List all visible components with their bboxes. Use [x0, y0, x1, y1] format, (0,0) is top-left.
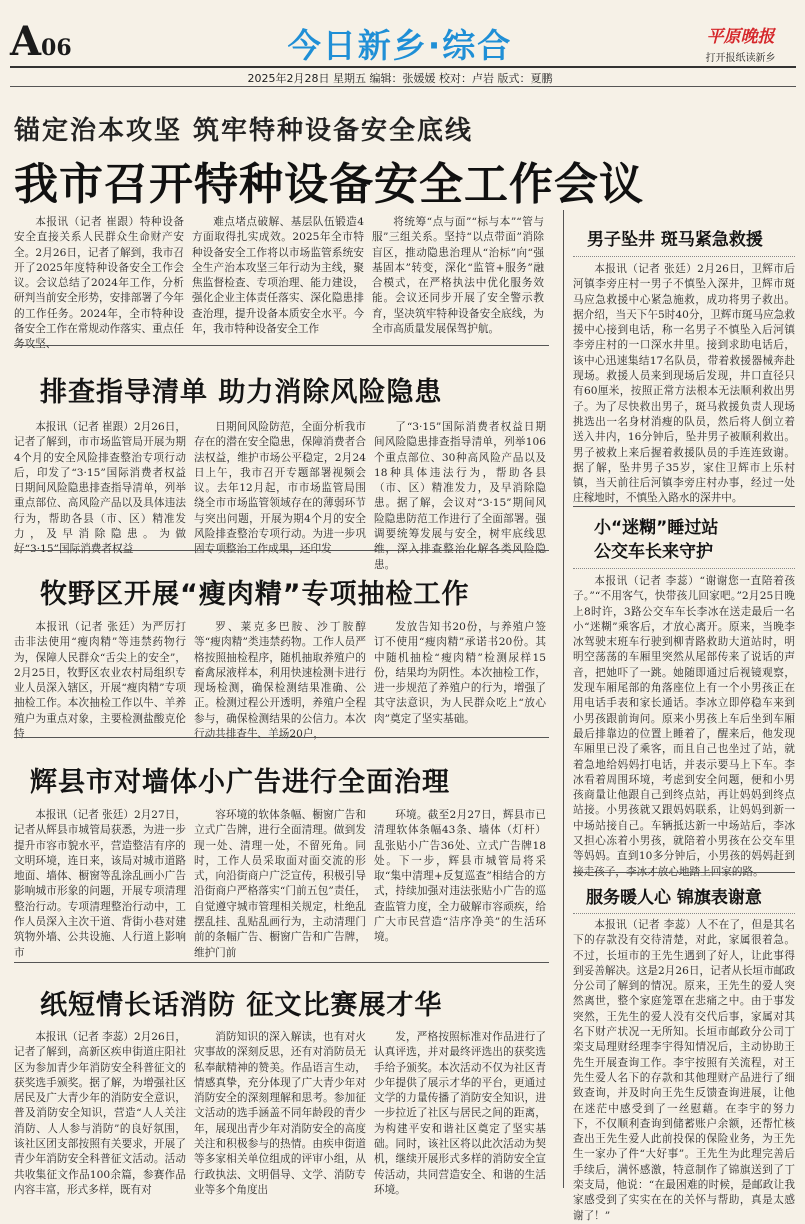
story2-paragraph-2: 日期间风险防范，全面分析我市存在的潜在安全隐患，保障消费者合法权益，维护市场公平稳定，2月24日上午，我市召开专题部署视频会议。去年12月起，市市场监管局围绕全市市场监管领域存在的薄弱环节与突出问题，开展为期4个月的安全风险排查整治专项行动。为进一步巩固专项整治工作成果，还印发 [194, 421, 366, 556]
lead-kicker: 锚定治本攻坚 筑牢特种设备安全底线 [14, 116, 474, 146]
story3-paragraph-2: 罗、莱克多巴胺、沙丁胺醇等“瘦肉精”类违禁药物。工作人员严格按照抽检程序，随机抽取养殖户的畜禽尿液样本，利用快速检测卡进行现场检测，确保检测结果准确、公正。检测过程公开透明，养殖户全程参与，确保检测结果的公信力。本次行动共排查牛、羊场20户， [194, 621, 366, 741]
story4-column-2 [194, 808, 366, 959]
masthead-rule [10, 66, 796, 68]
section-title: 今日新乡·综合 [287, 26, 513, 65]
story5-column-2 [194, 1030, 366, 1196]
logo-name: 平原晚报 [706, 27, 775, 47]
story3-paragraph-1: 本报讯（记者 张廷）为严厉打击非法使用“瘦肉精”等违禁药物行为，保障人民群众“舌尖上的安全”，2月25日，牧野区农业农村局组织专业人员深入辖区，开展“瘦肉精”专项抽检工作。本次抽检工作以牛、羊养殖户为重点对象，主要检测盐酸克伦特 [14, 621, 186, 741]
story4-paragraph-1: 本报讯（记者 张廷）2月27日，记者从辉县市城管局获悉，为进一步提升市容市貌水平，营造整洁有序的文明环境，连日来，该局对城市道路地面、墙体、橱窗等乱涂乱画小广告影响城市形象的问题，开展专项清理整治行动。专项清理整治行动中，工作人员深入主次干道、背街小巷对建筑物外墙、公共设施、人行道上影响市 [14, 809, 186, 959]
side3-body [573, 918, 795, 1222]
masthead-rule-lower [10, 86, 796, 87]
story2-headline: 排查指导清单 助力消除风险隐患 [40, 377, 443, 408]
dotted-rule [573, 913, 795, 914]
lead-column-2 [192, 215, 364, 335]
lead-column-1 [14, 215, 184, 351]
story4-column-1 [14, 808, 186, 959]
story2-column-1 [14, 420, 186, 556]
story2-column-3 [374, 420, 546, 571]
side2-title-line1: 小“迷糊”睡过站 [594, 518, 719, 538]
newspaper-logo [683, 22, 798, 64]
story5-column-1 [14, 1030, 186, 1196]
dotted-rule [573, 568, 795, 569]
story5-paragraph-2: 消防知识的深入解读，也有对火灾事故的深刻反思，还有对消防员无私奉献精神的赞美。作品语言生动，情感真挚，充分体现了广大青少年对消防安全的深刻理解和思考。参加征文活动的选手涵盖不同年龄段的青少年，展现出青少年对消防安全的高度关注和积极参与的热情。由疾申街道等多家相关单位组成的评审小组，从行政执法、文明倡导、文学、消防专业等多个角度出 [194, 1031, 366, 1196]
side2-title-line2: 公交车长来守护 [594, 542, 713, 562]
side3-paragraph: 本报讯（记者 李蕊）人不在了，但是其名下的存款没有交待清楚，对此，家属很着急。不过，长垣市的王先生遇到了好人，让此事得到妥善解决。这是2月26日，记者从长垣市邮政分公司了解到的情况。原来，王先生的爱人突然离世，整个家庭笼罩在悲痛之中。由于事发突然，王先生的爱人没有交代后事，家属对其名下财产状况一无所知。长垣市邮政分公司丁栾支局理财经理李宇得知情况后，主动协助王先生开展查询工作。李宇按照有关流程，对王先生爱人名下的存款和其他理财产品进行了细致查询，并及时向王先生反馈查询进展，让他在迷茫中感受到了一丝慰藉。在李宇的努力下，不仅顺利查询到储蓄账户余额，还帮忙核查出王先生爱人此前投保的保险业务，为王先生一家办了件“大好事”。王先生为此理完善后手续后，满怀感激，特意制作了锦旗送到了丁栾支局，他说：“在最困难的时候，是邮政让我家感受到了实实在在的关怀与帮助，真是太感谢了！” [573, 919, 795, 1222]
section-divider [573, 506, 795, 507]
side3-title: 服务暖人心 锦旗表谢意 [586, 888, 762, 908]
story3-headline: 牧野区开展“瘦肉精”专项抽检工作 [40, 579, 470, 610]
story5-paragraph-1: 本报讯（记者 李蕊）2月26日，记者了解到，高新区疾申街道庄阳社区为参加青少年消防安全科普征文的获奖选手颁奖。据了解，为增强社区居民及广大青少年的消防安全意识，普及消防安全知识，营造“人人关注消防、人人参与消防”的良好氛围，该社区团支部按照有关要求，开展了青少年消防安全科普征文活动。活动共收集征文作品100余篇，参赛作品内容丰富，形式多样，既有对 [14, 1031, 186, 1196]
section-divider [14, 737, 549, 738]
story2-paragraph-3: 了“3·15”国际消费者权益日期间风险隐患排查指导清单，列举106个重点部位、30种高风险产品以及18种具体违法行为，帮助各县（市、区）精准发力，及早消除隐患。据了解，会议对“3·15”期间风险隐患防范工作进行了全面部署。强调要统筹发展与安全，树牢底线思维，深入排查整治化解各类风险隐患。 [374, 421, 546, 571]
section-divider [573, 872, 795, 873]
side2-body [573, 574, 795, 878]
story5-column-3 [374, 1030, 546, 1196]
column-divider [563, 210, 564, 1188]
side1-body [573, 262, 795, 505]
story5-headline: 纸短情长话消防 征文比赛展才华 [40, 990, 443, 1021]
page-number-digits: 06 [41, 35, 72, 61]
section-divider [14, 345, 549, 346]
story5-paragraph-3: 发，严格按照标准对作品进行了认真评选，并对最终评选出的获奖选手给予颁奖。本次活动不仅为社区青少年提供了展示才华的平台，更通过文学的力量传播了消防安全知识，进一步拉近了社区与居民之间的距离，为构建平安和谐社区奠定了坚实基础。同时，该社区将以此次活动为契机，继续开展形式多样的消防安全宣传活动，共同营造安全、和谐的生活环境。 [374, 1031, 546, 1196]
story3-column-1 [14, 620, 186, 741]
lead-headline: 我市召开特种设备安全工作会议 [14, 159, 644, 210]
lead-paragraph-1: 本报讯（记者 崔跟）特种设备安全直接关系人民群众生命财产安全。2月26日，记者了解到，我市召开了2025年度特种设备安全工作会议。会议总结了2024年工作，分析研判当前安全形势，安排部署了今年的工作任务。2024年，全市特种设备安全工作在常规动作落实、重点任务攻坚、 [14, 216, 184, 351]
side1-paragraph: 本报讯（记者 张廷）2月26日，卫辉市后河镇李旁庄村一男子不慎坠入深井，卫辉市斑马应急救援中心紧急施救，成功将男子救出。据介绍，当天下午5时40分，卫辉市斑马应急救援中心接到电话，称一名男子不慎坠入后河镇李旁庄村的一口深水井里。接到求助电话后，该中心迅速集结17名队员，带着救援器械奔赴现场。救援人员来到现场后发现，井口直径只有60厘米，按照正常方法根本无法顺利救出男子。为了尽快救出男子，斑马救援负责人现场挑选出一名身材消瘦的队员，然后将人倒立着送入井内，16分钟后，坠井男子被顺利救出。男子被救上来后握着救援队员的手连连致谢。据了解，坠井男子35岁，家住卫辉市上乐村镇，当天前往后河镇李旁庄村办事，经过一处庄稼地时，不慎坠入路水的深井中。 [573, 263, 795, 505]
side2-paragraph: 本报讯（记者 李蕊）“谢谢您一直陪着孩子。”“不用客气，快带孩儿回家吧。”2月25日晚上8时许，3路公交车车长李冰在送走最后一名小“迷糊”乘客后，才放心离开。原来，当晚李冰驾驶末班车行驶到柳青路救助大道站时，明明空荡荡的车厢里突然从尾部传来了说话的声音，把她吓了一跳。她随即通过后视镜观察，发现车厢尾部的角落座位上有一个小男孩正在用电话手表和家长通话。李冰立即停稳车来到小男孩跟前询问。原来小男孩上车后坐到车厢最后排靠边的位置上睡着了，醒来后，他发现车厢里已没了乘客，而且自己也坐过了站，就着急地给妈妈打电话，并表示要马上下车。李冰看着周围环境，考虑到安全问题，便和小男孩商量让他跟自己到终点站，再让妈妈到终点站接。小男孩就又跟妈妈联系，让妈妈到新一中场站接自己。车辆抵达新一中场站后，李冰又担心冻着小男孩，就陪着小男孩在公交车里等妈妈。直到10多分钟后，小男孩的妈妈赶到接走孩子，李冰才放心地踏上回家的路。 [573, 575, 795, 878]
logo-slogan: 打开报纸读新乡 [705, 53, 776, 64]
story2-column-2 [194, 420, 366, 556]
story3-column-3 [374, 620, 546, 728]
page-number [10, 18, 72, 68]
story4-headline: 辉县市对墙体小广告进行全面治理 [30, 767, 450, 798]
section-divider [14, 550, 549, 551]
story2-paragraph-1: 本报讯（记者 崔跟）2月26日，记者了解到，市市场监管局开展为期4个月的安全风险排查整治专项行动后，印发了“3·15”国际消费者权益日期间风险隐患排查指导清单，列举重点部位、高风险产品以及具体违法行为，帮助各县（市、区）精准发力，及早消除隐患。为做好“3·15”国际消费者权益 [14, 421, 186, 556]
page-letter: A [10, 18, 42, 65]
lead-paragraph-2: 难点堵点破解、基层队伍锻造4方面取得扎实成效。2025年全市特种设备安全工作将以市场监管系统安全生产治本攻坚三年行动为主线，聚焦监督检查、专项治理、能力建设，强化企业主体责任落实、深化隐患排查治理，提升设备本质安全水平。今年，我市特种设备安全工作 [192, 216, 364, 336]
story3-column-2 [194, 620, 366, 741]
lead-paragraph-3: 将统筹“点与面”“标与本”“管与服”三组关系。坚持“以点带面”消除盲区，推动隐患治理从“治标”向“强基固本”转变，深化“监管+服务”融合模式，在严格执法中优化服务效能。会议还同步开展了安全警示教育，坚决筑牢特种设备安全底线，为全市高质量发展保驾护航。 [372, 216, 544, 336]
story3-paragraph-3: 发放告知书20份，与养殖户签订不使用“瘦肉精”承诺书20份。其中随机抽检“瘦肉精”检测尿样15份，结果均为阴性。本次抽检工作，进一步规范了养殖户的行为，增强了其守法意识，为人民群众吃上“放心肉”奠定了坚实基础。 [374, 621, 546, 725]
side1-title: 男子坠井 斑马紧急救援 [587, 230, 763, 250]
section-divider [14, 962, 549, 963]
dotted-rule [573, 256, 795, 257]
lead-column-3 [372, 215, 544, 335]
dateline: 2025年2月28日 星期五 编辑：张媛媛 校对：卢岩 版式：夏鹏 [247, 72, 553, 85]
story4-paragraph-2: 容环境的软体条幅、橱窗广告和立式广告牌，进行全面清理。做到发现一处、清理一处，不留死角。同时，工作人员采取面对面交流的形式，向沿街商户广泛宣传，积极引导沿街商户严格落实“门前五包”责任，自觉遵守城市管理相关规定，杜绝乱摆乱挂、乱贴乱画行为，主动清理门前的条幅广告、橱窗广告和广告牌，维护门前 [194, 809, 366, 959]
story4-column-3 [374, 808, 546, 954]
story4-paragraph-3: 环境。截至2月27日，辉县市已清理软体条幅43条、墙体（灯杆）乱张贴小广告36处、立式广告牌18处。下一步，辉县市城管局将采取“集中清理+反复巡查”相结合的方式，持续加强对违法张贴小广告的巡查监管力度，全力破解市容顽疾，给广大市民营造“洁序净美”的生活环境。 [374, 809, 546, 944]
